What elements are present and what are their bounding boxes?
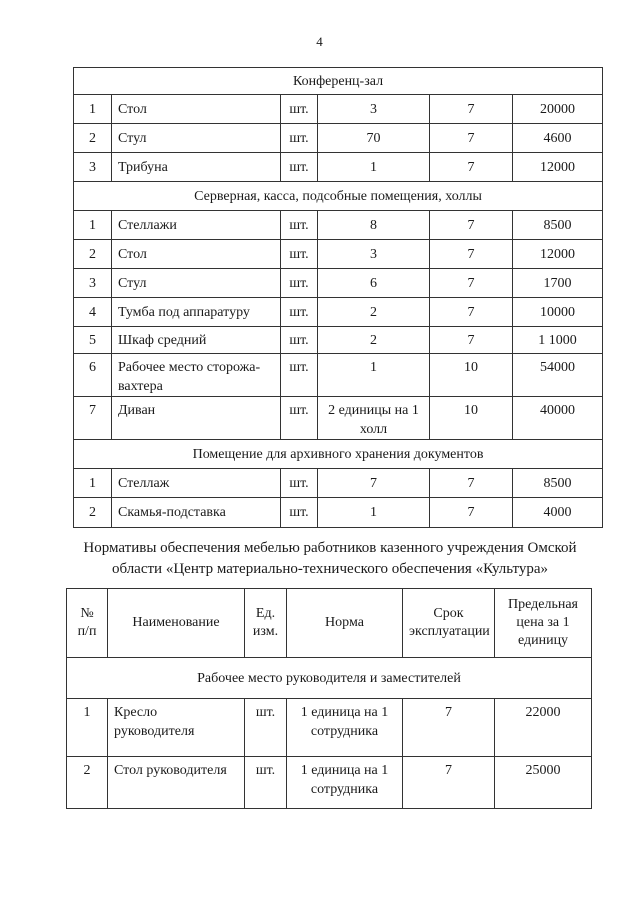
- header-norm: Норма: [287, 589, 403, 658]
- term-cell: 7: [430, 469, 513, 498]
- row-number: 5: [74, 327, 112, 354]
- norm-cell: 7: [318, 469, 430, 498]
- section-title: Серверная, касса, подсобные помещения, холлы: [74, 182, 603, 211]
- norm-cell: 2: [318, 298, 430, 327]
- norm-cell: 1: [318, 498, 430, 528]
- item-name: Стул: [112, 124, 281, 153]
- section-header-row: [74, 68, 603, 95]
- price-cell: 10000: [513, 298, 603, 327]
- price-cell: 4600: [513, 124, 603, 153]
- unit-cell: шт.: [281, 469, 318, 498]
- term-cell: 7: [430, 240, 513, 269]
- unit-cell: шт.: [281, 498, 318, 528]
- norm-cell: 1 единица на 1 сотрудника: [287, 757, 403, 809]
- term-cell: 7: [430, 153, 513, 182]
- item-name: Шкаф средний: [112, 327, 281, 354]
- item-name: Диван: [112, 397, 281, 440]
- table-row: [74, 397, 603, 440]
- price-cell: 20000: [513, 95, 603, 124]
- table-row: [74, 153, 603, 182]
- norm-cell: 70: [318, 124, 430, 153]
- unit-cell: шт.: [281, 153, 318, 182]
- document-heading: Нормативы обеспечения мебелью работников казенного учреждения Омской области «Центр материально-технического обеспечения «Культура»: [83, 540, 577, 577]
- table-row: [74, 269, 603, 298]
- price-cell: 1700: [513, 269, 603, 298]
- row-number: 3: [74, 153, 112, 182]
- unit-cell: шт.: [281, 240, 318, 269]
- norm-cell: 3: [318, 240, 430, 269]
- item-name: Трибуна: [112, 153, 281, 182]
- price-cell: 12000: [513, 153, 603, 182]
- unit-cell: шт.: [281, 95, 318, 124]
- table-row: [67, 757, 592, 809]
- furniture-table-premises: [73, 67, 603, 528]
- row-number: 2: [67, 757, 108, 809]
- header-num: № п/п: [67, 589, 108, 658]
- header-unit: Ед. изм.: [245, 589, 287, 658]
- row-number: 2: [74, 124, 112, 153]
- term-cell: 10: [430, 354, 513, 397]
- item-name: Стол: [112, 240, 281, 269]
- table-row: [74, 298, 603, 327]
- norm-cell: 6: [318, 269, 430, 298]
- unit-cell: шт.: [245, 757, 287, 809]
- price-cell: 8500: [513, 469, 603, 498]
- row-number: 1: [74, 211, 112, 240]
- term-cell: 7: [430, 498, 513, 528]
- table-row: [74, 498, 603, 528]
- price-cell: 25000: [495, 757, 592, 809]
- table-row: [67, 699, 592, 757]
- row-number: 7: [74, 397, 112, 440]
- furniture-table-management: [66, 588, 592, 809]
- item-name: Рабочее место сторожа-вахтера: [112, 354, 281, 397]
- unit-cell: шт.: [281, 354, 318, 397]
- norm-cell: 1: [318, 153, 430, 182]
- term-cell: 7: [430, 269, 513, 298]
- row-number: 1: [67, 699, 108, 757]
- term-cell: 7: [430, 124, 513, 153]
- unit-cell: шт.: [281, 211, 318, 240]
- row-number: 3: [74, 269, 112, 298]
- row-number: 1: [74, 469, 112, 498]
- item-name: Стул: [112, 269, 281, 298]
- unit-cell: шт.: [281, 327, 318, 354]
- page-number: 4: [316, 34, 323, 49]
- term-cell: 7: [430, 327, 513, 354]
- item-name: Стеллаж: [112, 469, 281, 498]
- norm-cell: 1: [318, 354, 430, 397]
- price-cell: 8500: [513, 211, 603, 240]
- section-header-row: [74, 440, 603, 469]
- norm-cell: 1 единица на 1 сотрудника: [287, 699, 403, 757]
- price-cell: 22000: [495, 699, 592, 757]
- section-header-row: [67, 658, 592, 699]
- section-title: Конференц-зал: [74, 68, 603, 95]
- price-cell: 12000: [513, 240, 603, 269]
- table-header-row: [67, 589, 592, 658]
- row-number: 6: [74, 354, 112, 397]
- item-name: Скамья-подставка: [112, 498, 281, 528]
- term-cell: 7: [430, 298, 513, 327]
- table-row: [74, 240, 603, 269]
- item-name: Стеллажи: [112, 211, 281, 240]
- unit-cell: шт.: [281, 124, 318, 153]
- table-row: [74, 95, 603, 124]
- row-number: 2: [74, 240, 112, 269]
- term-cell: 10: [430, 397, 513, 440]
- norm-cell: 8: [318, 211, 430, 240]
- table-row: [74, 124, 603, 153]
- row-number: 1: [74, 95, 112, 124]
- unit-cell: шт.: [281, 397, 318, 440]
- term-cell: 7: [430, 95, 513, 124]
- section-title: Рабочее место руководителя и заместителей: [67, 658, 592, 699]
- header-name: Наименование: [108, 589, 245, 658]
- unit-cell: шт.: [245, 699, 287, 757]
- price-cell: 40000: [513, 397, 603, 440]
- unit-cell: шт.: [281, 298, 318, 327]
- table-row: [74, 327, 603, 354]
- header-price: Предельная цена за 1 единицу: [495, 589, 592, 658]
- section-header-row: [74, 182, 603, 211]
- table-row: [74, 354, 603, 397]
- row-number: 4: [74, 298, 112, 327]
- item-name: Тумба под аппаратуру: [112, 298, 281, 327]
- item-name: Стол: [112, 95, 281, 124]
- price-cell: 1 1000: [513, 327, 603, 354]
- unit-cell: шт.: [281, 269, 318, 298]
- norm-cell: 2: [318, 327, 430, 354]
- norm-cell: 2 единицы на 1 холл: [318, 397, 430, 440]
- norm-cell: 3: [318, 95, 430, 124]
- term-cell: 7: [403, 757, 495, 809]
- price-cell: 54000: [513, 354, 603, 397]
- term-cell: 7: [430, 211, 513, 240]
- header-term: Срок эксплуатации: [403, 589, 495, 658]
- table-row: [74, 211, 603, 240]
- item-name: Стол руководителя: [108, 757, 245, 809]
- term-cell: 7: [403, 699, 495, 757]
- price-cell: 4000: [513, 498, 603, 528]
- item-name: Кресло руководителя: [108, 699, 245, 757]
- section-title: Помещение для архивного хранения документов: [74, 440, 603, 469]
- row-number: 2: [74, 498, 112, 528]
- table-row: [74, 469, 603, 498]
